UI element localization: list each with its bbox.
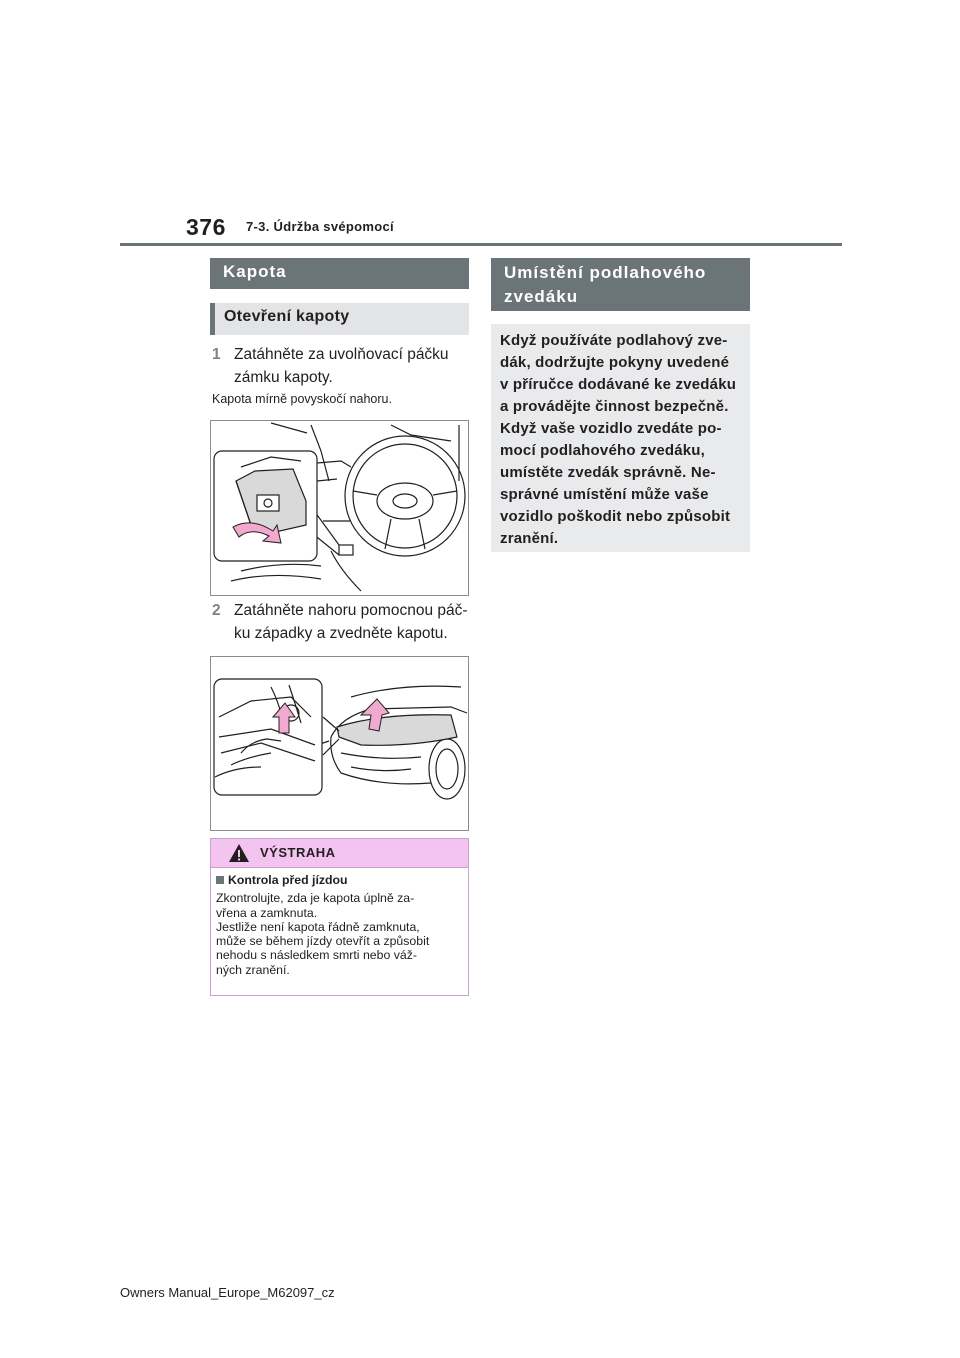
step-2-text: Zatáhněte nahoru pomocnou páč- ku západky a zvedněte kapotu.: [234, 602, 468, 642]
hood-release-illustration: [211, 421, 468, 595]
step-1: [212, 343, 470, 389]
step-1-note: Kapota mírně povyskočí nahoru.: [212, 392, 392, 406]
warning-header: [211, 839, 468, 868]
square-bullet-icon: [216, 876, 224, 884]
page-number: 376: [186, 214, 226, 240]
hood-lifting-illustration: [211, 657, 468, 830]
step-1-text: Zatáhněte za uvolňovací páčku zámku kapoty.: [234, 346, 449, 386]
warning-body: [211, 868, 468, 977]
footer-manual-id: Owners Manual_Europe_M62097_cz: [120, 1285, 335, 1300]
header-rule: [120, 243, 842, 246]
warning-triangle-icon: [228, 843, 250, 863]
warning-text: Zkontrolujte, zda je kapota úplně za- vřena a zamknuta. Jestliže není kapota řádně zamknuta, může se během jízdy otevřít a způsobit nehodu s následkem smrti nebo váž- ných zranění.: [216, 891, 430, 977]
step-2-number: 2: [212, 602, 221, 619]
warning-subtitle: [216, 873, 464, 887]
heading-umisteni-zvedaku: Umístění podlahového zvedáku: [491, 258, 750, 311]
figure-hood-auxiliary-catch: [210, 656, 469, 831]
caution-box: Když používáte podlahový zve- dák, dodržujte pokyny uvedené v příručce dodávané ke zvedáku a provádějte činnost bezpečně. Když vaše vozidlo zvedáte po- mocí podlahového zvedáku, umístěte zvedák správně. Ne- správné umístění může vaše vozidlo poškodit nebo způsobit zranění.: [491, 324, 750, 552]
figure-hood-release-lever: [210, 420, 469, 596]
heading-kapota: Kapota: [210, 258, 469, 289]
subheading-otevreni-kapoty: Otevření kapoty: [210, 303, 469, 335]
section-title: 7-3. Údržba svépomocí: [246, 219, 394, 234]
warning-title: VÝSTRAHA: [260, 845, 336, 860]
warning-box: [210, 838, 469, 996]
warning-subtitle-text: Kontrola před jízdou: [228, 873, 348, 887]
step-2: [212, 599, 472, 645]
step-1-number: 1: [212, 346, 221, 363]
